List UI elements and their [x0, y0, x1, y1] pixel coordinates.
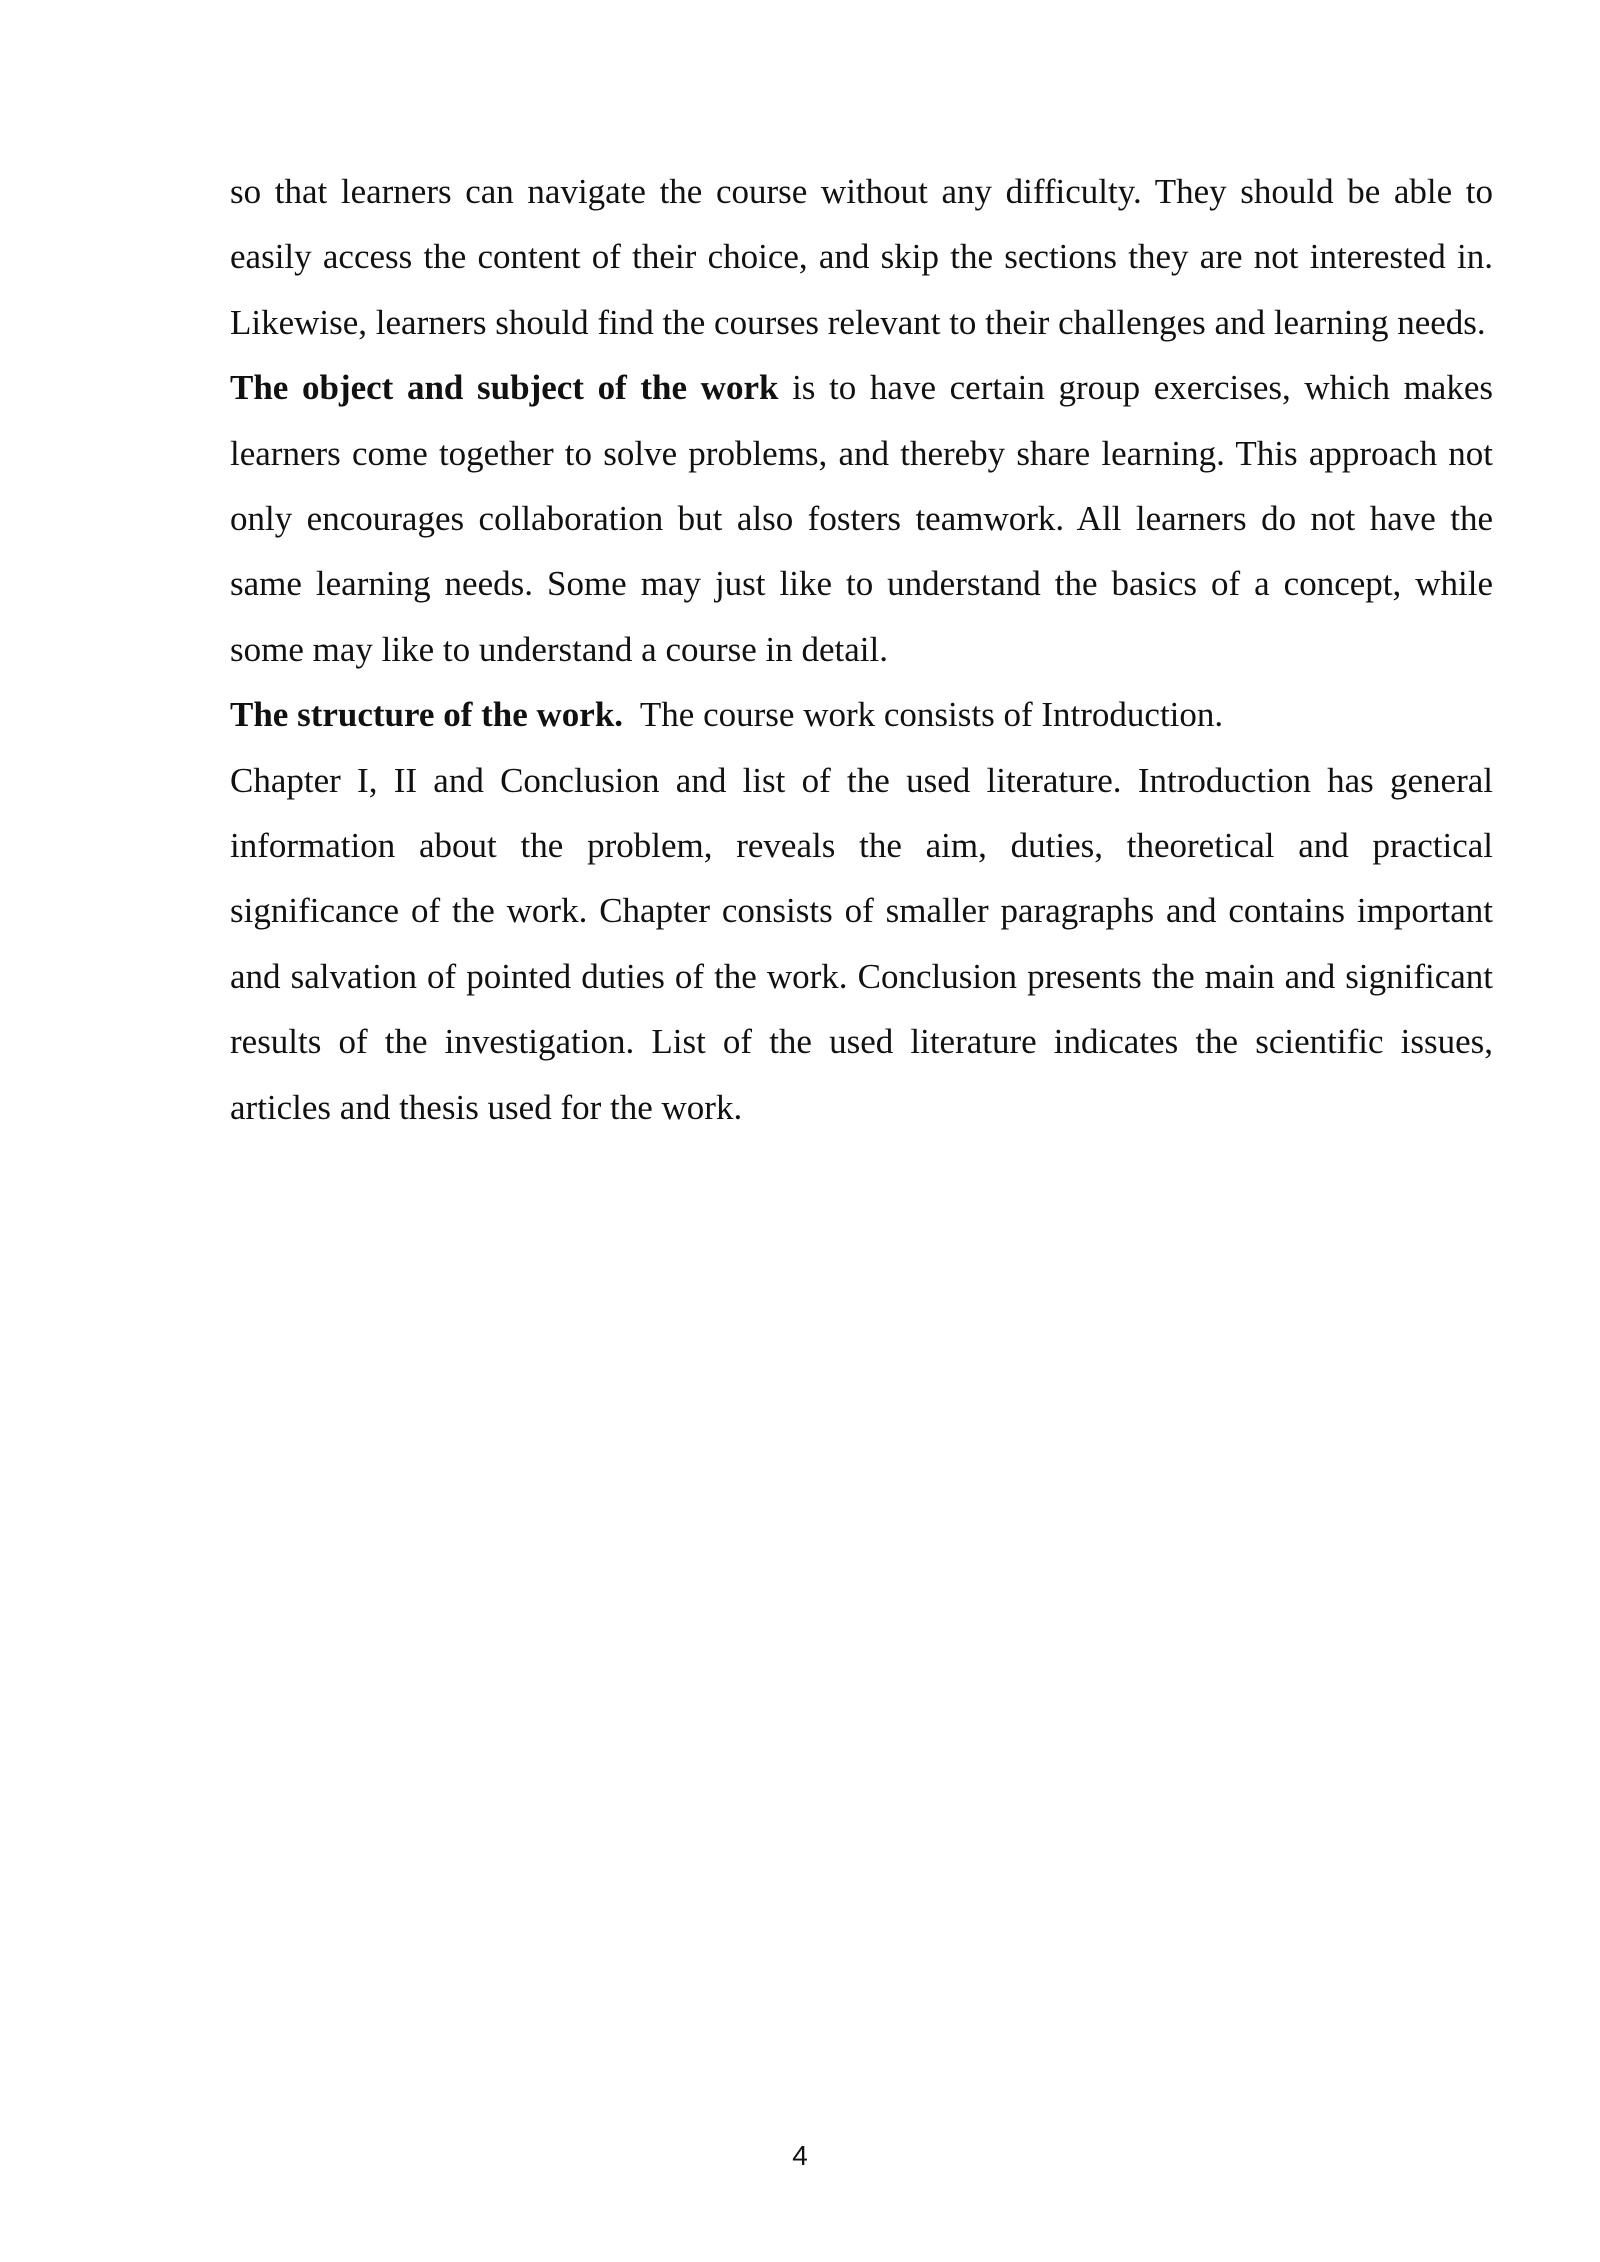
paragraph-structure: [230, 682, 1493, 747]
body-text: [230, 159, 1493, 1140]
paragraph-chapters: Chapter I, II and Conclusion and list of the used literature. Introduction has general information about the problem, reveals the aim, duties, theoretical and practical significance of the work. Chapter consists of smaller paragraphs and contains important and salvation of pointed duties of the work. Conclusion presents the main and significant results of the investigation. List of the used literature indicates the scientific issues, articles and thesis used for the work.: [230, 760, 1493, 1127]
structure-heading: The structure of the work.: [230, 695, 624, 735]
paragraph-navigation: so that learners can navigate the course without any difficulty. They should be able to easily access the content of their choice, and skip the sections they are not interested in. Likewise, learners should find the courses relevant to their challenges and learning needs.: [230, 172, 1493, 342]
structure-text: The course work consists of Introduction.: [623, 695, 1224, 735]
object-subject-heading: The object and subject of the work: [230, 368, 779, 408]
object-subject-text: is to have certain group exercises, which makes learners come together to solve problems, and thereby share learning. This approach not only encourages collaboration but also fosters teamwork. All learners do not have the same learning needs. Some may just like to understand the basics of a concept, while some may like to understand a course in detail.: [230, 368, 1493, 669]
paragraph-object-subject: [230, 355, 1493, 682]
page-number: 4: [792, 2140, 808, 2171]
